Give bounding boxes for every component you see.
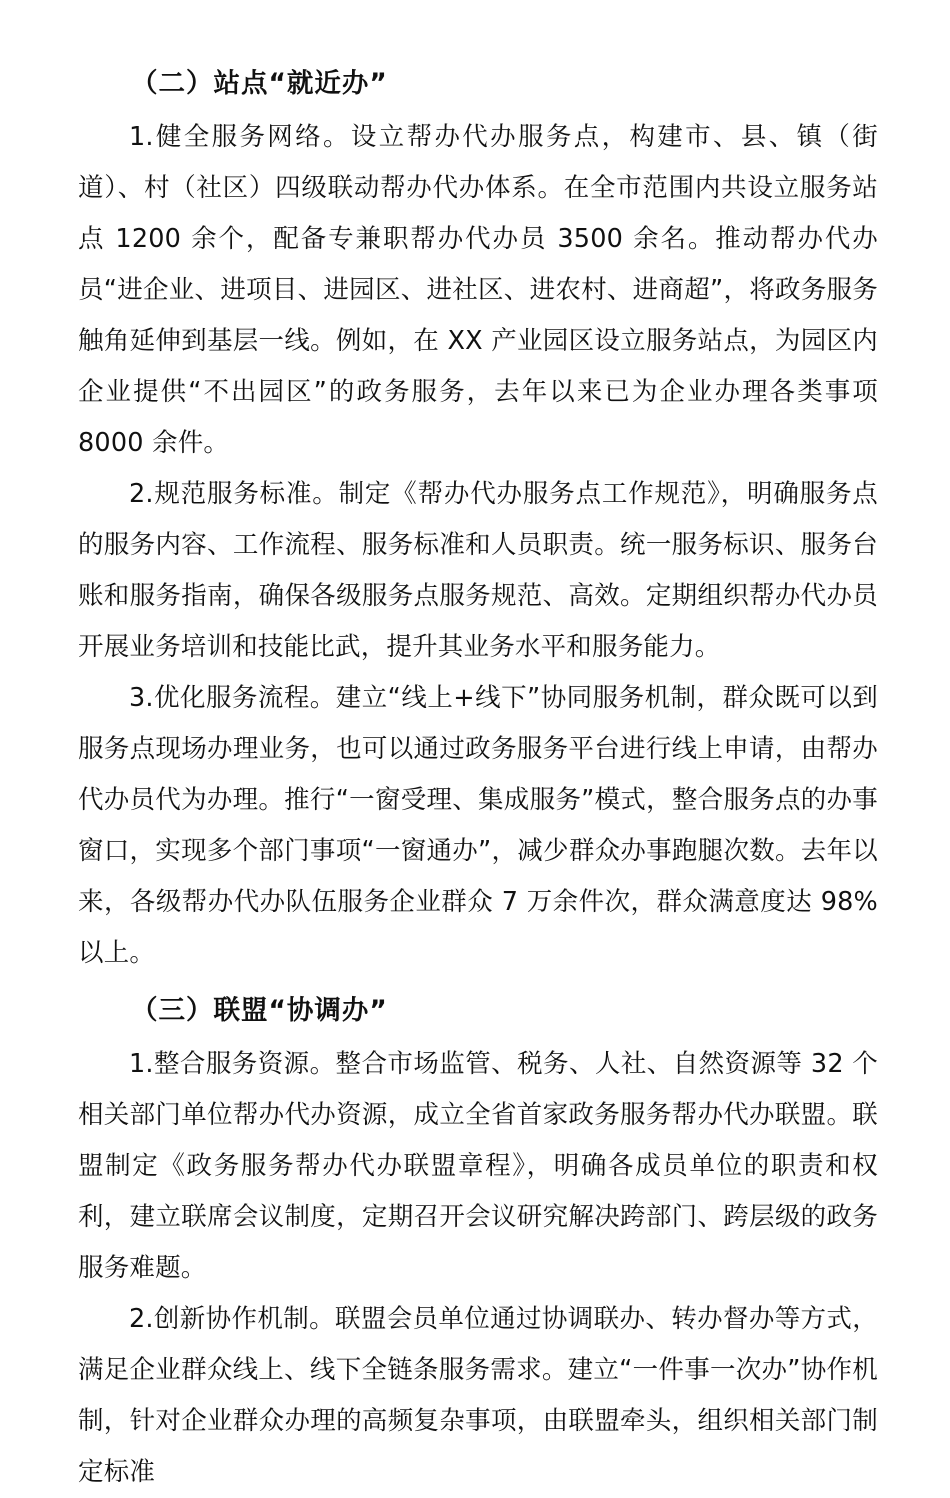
document-body	[78, 58, 878, 1498]
paragraph-2-3: 3.优化服务流程。建立“线上+线下”协同服务机制，群众既可以到服务点现场办理业务，也可以通过政务服务平台进行线上申请，由帮办代办员代为办理。推行“一窗受理、集成服务”模式，整合服务点的办事窗口，实现多个部门事项“一窗通办”，减少群众办事跑腿次数。去年以来，各级帮办代办队伍服务企业群众 7 万余件次，群众满意度达 98%以上。	[78, 683, 878, 968]
section-heading-2: （二）站点“就近办”	[131, 68, 388, 99]
paragraph-2-1: 1.健全服务网络。设立帮办代办服务点，构建市、县、镇（街道）、村（社区）四级联动帮办代办体系。在全市范围内共设立服务站点 1200 余个，配备专兼职帮办代办员 3500 余名。推动帮办代办员“进企业、进项目、进园区、进社区、进农村、进商超”，将政务服务触角延伸到基层一线。例如，在 XX 产业园区设立服务站点，为园区内企业提供“不出园区”的政务服务，去年以来已为企业办理各类事项 8000 余件。	[78, 122, 878, 458]
section-heading-3: （三）联盟“协调办”	[131, 995, 388, 1026]
paragraph-3-2: 2.创新协作机制。联盟会员单位通过协调联办、转办督办等方式，满足企业群众线上、线下全链条服务需求。建立“一件事一次办”协作机制，针对企业群众办理的高频复杂事项，由联盟牵头，组织相关部门制定标准	[78, 1304, 878, 1487]
paragraph-2-2: 2.规范服务标准。制定《帮办代办服务点工作规范》，明确服务点的服务内容、工作流程、服务标准和人员职责。统一服务标识、服务台账和服务指南，确保各级服务点服务规范、高效。定期组织帮办代办员开展业务培训和技能比武，提升其业务水平和服务能力。	[78, 479, 878, 662]
paragraph-3-1: 1.整合服务资源。整合市场监管、税务、人社、自然资源等 32 个相关部门单位帮办代办资源，成立全省首家政务服务帮办代办联盟。联盟制定《政务服务帮办代办联盟章程》，明确各成员单位的职责和权利，建立联席会议制度，定期召开会议研究解决跨部门、跨层级的政务服务难题。	[78, 1049, 878, 1283]
